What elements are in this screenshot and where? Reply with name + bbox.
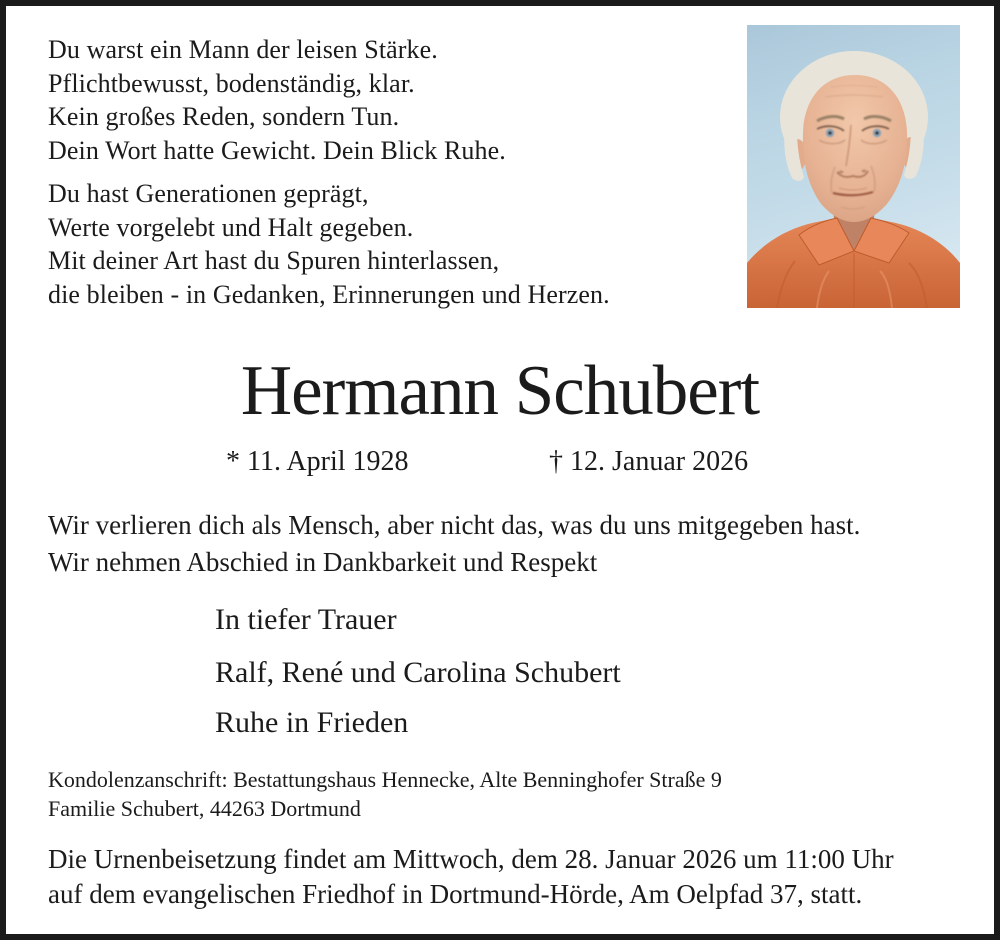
mourning-intro: In tiefer Trauer [215, 603, 397, 636]
death-date: † 12. Januar 2026 [549, 446, 749, 477]
portrait-photo [747, 25, 960, 308]
farewell-line: Wir nehmen Abschied in Dankbarkeit und Respekt [48, 547, 598, 577]
poem-line: Dein Wort hatte Gewicht. Dein Blick Ruhe. [48, 135, 506, 165]
right-pupil [875, 131, 879, 135]
condolence-line: Kondolenzanschrift: Bestattungshaus Hennecke, Alte Benninghofer Straße 9 [48, 767, 722, 792]
mourning-closing: Ruhe in Frieden [215, 706, 409, 739]
farewell-text [48, 507, 860, 581]
funeral-info [48, 842, 894, 911]
deceased-name: Hermann Schubert [240, 352, 760, 430]
poem-line: Pflichtbewusst, bodenständig, klar. [48, 68, 415, 98]
poem-line: Du warst ein Mann der leisen Stärke. [48, 35, 438, 64]
poem-line: Werte vorgelebt und Halt gegeben. [48, 212, 414, 242]
left-pupil [828, 131, 832, 135]
portrait-illustration [747, 25, 960, 308]
condolence-address [48, 766, 722, 823]
poem-line: Mit deiner Art hast du Spuren hinterlassen, [48, 246, 500, 275]
left-nostril [839, 171, 844, 174]
mourning-family-names: Ralf, René und Carolina Schubert [215, 656, 621, 689]
funeral-line: auf dem evangelischen Friedhof in Dortmund-Hörde, Am Oelpfad 37, statt. [48, 878, 863, 909]
poem-stanza-1 [48, 33, 610, 167]
memorial-poem [48, 33, 610, 311]
funeral-line: Die Urnenbeisetzung findet am Mittwoch, dem 28. Januar 2026 um 11:00 Uhr [48, 844, 894, 874]
birth-date: * 11. April 1928 [226, 446, 409, 477]
poem-line: Kein großes Reden, sondern Tun. [48, 102, 400, 131]
poem-line: Du hast Generationen geprägt, [48, 179, 369, 208]
farewell-line: Wir verlieren dich als Mensch, aber nicht das, was du uns mitgegeben hast. [48, 510, 861, 540]
poem-stanza-2 [48, 177, 610, 311]
right-nostril [862, 170, 867, 173]
poem-line: die bleiben - in Gedanken, Erinnerungen und Herzen. [48, 279, 610, 309]
condolence-line: Familie Schubert, 44263 Dortmund [48, 795, 361, 821]
